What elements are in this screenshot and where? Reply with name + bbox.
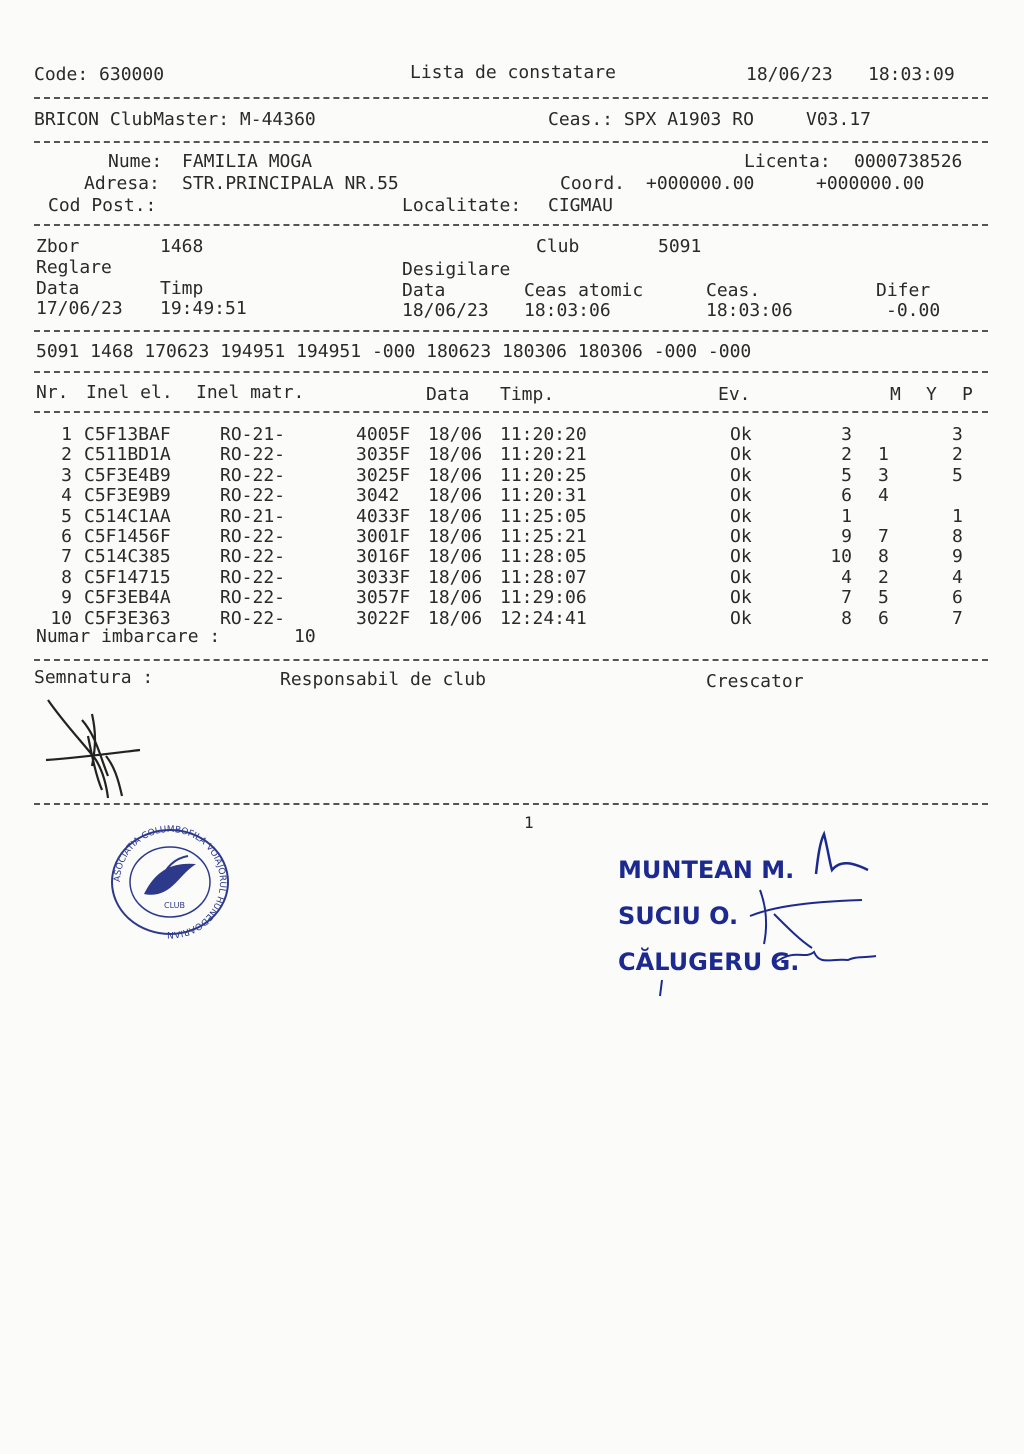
stamp-text: ASOCIATIA COLUMBOFILA VOIAJORUL HUNEDOARIAN (112, 824, 228, 940)
value-y: 1 (878, 444, 889, 466)
inel-matr-no: 3042 (356, 485, 400, 507)
separator (34, 224, 988, 226)
value-m: 4 (841, 566, 852, 588)
inel-matr: RO-22- (220, 566, 286, 588)
signature-scribble (36, 686, 146, 806)
responsible-label: Responsabil de club (280, 669, 486, 690)
arrival-date: 18/06 (428, 485, 483, 507)
value-y: 6 (878, 607, 889, 629)
license-number: 0000738526 (854, 151, 963, 172)
arrival-time: 11:20:31 (500, 485, 587, 507)
value-y: 8 (878, 546, 889, 568)
reg-date: 17/06/23 (36, 298, 123, 319)
address-label: Adresa: (84, 173, 160, 194)
inel-matr-no: 3057F (356, 587, 411, 609)
col-m: M (890, 384, 901, 405)
arrival-date: 18/06 (428, 505, 483, 527)
reglare-label: Reglare (36, 257, 112, 278)
zbor-label: Zbor (36, 236, 80, 257)
event-status: Ok (730, 587, 752, 609)
inel-el: C5F3E363 (84, 607, 171, 629)
clock-version: V03.17 (806, 109, 872, 130)
event-status: Ok (730, 424, 752, 445)
inel-el: C514C385 (84, 546, 171, 568)
header-code: Code: 630000 (34, 64, 165, 85)
inel-el: C5F3E4B9 (84, 464, 171, 486)
value-m: 3 (841, 424, 852, 445)
value-m: 6 (841, 485, 852, 507)
inel-matr: RO-22- (220, 485, 286, 507)
col-p: P (962, 384, 973, 405)
reg-time: 19:49:51 (160, 298, 247, 319)
arrival-time: 11:20:25 (500, 464, 587, 486)
header-title: Lista de constatare (410, 62, 616, 83)
row-number: 1 (61, 424, 72, 445)
handwritten-line-1: MUNTEAN M. (618, 856, 795, 884)
breeder-label: Crescator (706, 671, 804, 692)
arrival-date: 18/06 (428, 566, 483, 588)
postcode-label: Cod Post.: (48, 195, 157, 216)
inel-el: C5F3E9B9 (84, 485, 171, 507)
name-label: Nume: (108, 151, 163, 172)
coord-x: +000000.00 (646, 173, 755, 194)
row-number: 5 (61, 505, 72, 527)
header-time: 18:03:09 (868, 64, 955, 85)
club-number: 5091 (658, 236, 702, 257)
inel-matr: RO-22- (220, 464, 286, 486)
row-number: 8 (61, 566, 72, 588)
separator (34, 659, 988, 661)
value-p: 4 (952, 566, 963, 588)
code-line: 5091 1468 170623 194951 194951 -000 180623 180306 180306 -000 -000 (36, 341, 752, 362)
value-m: 5 (841, 464, 852, 486)
inel-matr-no: 3033F (356, 566, 411, 588)
page-number: 1 (524, 813, 534, 832)
col-inel-matr: Inel matr. (196, 382, 305, 403)
event-status: Ok (730, 566, 752, 588)
arrival-time: 11:28:05 (500, 546, 587, 568)
col-y: Y (926, 384, 937, 405)
arrival-time: 11:29:06 (500, 587, 587, 609)
inel-el: C511BD1A (84, 444, 171, 466)
value-m: 1 (841, 505, 852, 527)
arrival-time: 11:28:07 (500, 566, 587, 588)
value-p: 3 (952, 424, 963, 445)
des-clock: 18:03:06 (706, 300, 793, 321)
inel-matr-no: 3035F (356, 444, 411, 466)
value-y: 3 (878, 464, 889, 486)
inel-matr: RO-21- (220, 505, 286, 527)
value-m: 10 (830, 546, 852, 568)
owner-name: FAMILIA MOGA (182, 151, 313, 172)
ceas-label: Ceas. (706, 280, 761, 301)
inel-matr: RO-22- (220, 526, 286, 547)
row-number: 9 (61, 587, 72, 609)
owner-address: STR.PRINCIPALA NR.55 (182, 173, 399, 194)
value-y: 5 (878, 587, 889, 609)
value-y: 4 (878, 485, 889, 507)
separator (34, 97, 988, 99)
separator (34, 371, 988, 373)
value-p: 8 (952, 526, 963, 547)
arrival-date: 18/06 (428, 607, 483, 629)
inel-el: C5F3EB4A (84, 587, 171, 609)
des-atomic: 18:03:06 (524, 300, 611, 321)
event-status: Ok (730, 505, 752, 527)
stamp-inner: CLUB (164, 901, 185, 910)
value-m: 2 (841, 444, 852, 466)
coord-label: Coord. (560, 173, 626, 194)
data2-label: Data (402, 280, 446, 301)
value-p: 9 (952, 546, 963, 568)
header-date: 18/06/23 (746, 64, 833, 85)
col-ev: Ev. (718, 384, 751, 405)
inel-matr-no: 3016F (356, 546, 411, 568)
separator (34, 330, 988, 332)
col-nr: Nr. (36, 382, 69, 403)
difer-label: Difer (876, 280, 931, 301)
arrival-date: 18/06 (428, 444, 483, 466)
club-stamp (100, 822, 240, 942)
arrival-time: 11:25:05 (500, 505, 587, 527)
data-label: Data (36, 278, 80, 299)
event-status: Ok (730, 444, 752, 466)
arrival-time: 11:25:21 (500, 526, 587, 547)
arrival-date: 18/06 (428, 526, 483, 547)
inel-matr-no: 3022F (356, 607, 411, 629)
zbor-number: 1468 (160, 236, 204, 257)
row-number: 10 (50, 607, 72, 629)
des-date: 18/06/23 (402, 300, 489, 321)
inel-el: C5F14715 (84, 566, 171, 588)
value-m: 8 (841, 607, 852, 629)
inel-matr: RO-22- (220, 587, 286, 609)
inel-matr: RO-22- (220, 546, 286, 568)
arrival-date: 18/06 (428, 587, 483, 609)
inel-matr: RO-21- (220, 424, 286, 445)
handwritten-signatures (600, 820, 900, 1010)
desigilare-label: Desigilare (402, 259, 511, 280)
inel-matr-no: 4033F (356, 505, 411, 527)
arrival-date: 18/06 (428, 424, 483, 445)
row-number: 7 (61, 546, 72, 568)
col-timp: Timp. (500, 384, 555, 405)
ceas-atomic-label: Ceas atomic (524, 280, 644, 301)
inel-matr: RO-22- (220, 607, 286, 629)
coord-y: +000000.00 (816, 173, 925, 194)
value-p: 1 (952, 505, 963, 527)
value-m: 9 (841, 526, 852, 547)
count-value: 10 (294, 626, 316, 647)
timp-label: Timp (160, 278, 204, 299)
signature-label: Semnatura : (34, 667, 154, 688)
event-status: Ok (730, 607, 752, 629)
inel-el: C5F1456F (84, 526, 171, 547)
inel-matr-no: 4005F (356, 424, 411, 445)
arrival-date: 18/06 (428, 464, 483, 486)
locality: CIGMAU (548, 195, 614, 216)
inel-el: C514C1AA (84, 505, 171, 527)
value-p: 6 (952, 587, 963, 609)
handwritten-line-3: CĂLUGERU G. (618, 948, 800, 976)
license-label: Licenta: (744, 151, 831, 172)
row-number: 4 (61, 485, 72, 507)
separator (34, 803, 988, 805)
count-label: Numar imbarcare : (36, 626, 221, 647)
separator (34, 141, 988, 143)
col-data: Data (426, 384, 470, 405)
event-status: Ok (730, 546, 752, 568)
inel-el: C5F13BAF (84, 424, 171, 445)
value-p: 7 (952, 607, 963, 629)
separator (34, 411, 988, 413)
inel-matr-no: 3001F (356, 526, 411, 547)
club-master: BRICON ClubMaster: M-44360 (34, 109, 316, 130)
clock-model: Ceas.: SPX A1903 RO (548, 109, 754, 130)
value-y: 7 (878, 526, 889, 547)
value-y: 2 (878, 566, 889, 588)
row-number: 6 (61, 526, 72, 547)
value-p: 5 (952, 464, 963, 486)
value-p: 2 (952, 444, 963, 466)
value-m: 7 (841, 587, 852, 609)
inel-matr-no: 3025F (356, 464, 411, 486)
club-label: Club (536, 236, 580, 257)
arrival-time: 11:20:21 (500, 444, 587, 466)
row-number: 2 (61, 444, 72, 466)
locality-label: Localitate: (402, 195, 522, 216)
handwritten-line-2: SUCIU O. (618, 902, 739, 930)
arrival-date: 18/06 (428, 546, 483, 568)
inel-matr: RO-22- (220, 444, 286, 466)
arrival-time: 12:24:41 (500, 607, 587, 629)
difer-value: -0.00 (886, 300, 941, 321)
arrival-time: 11:20:20 (500, 424, 587, 445)
event-status: Ok (730, 485, 752, 507)
row-number: 3 (61, 464, 72, 486)
event-status: Ok (730, 526, 752, 547)
event-status: Ok (730, 464, 752, 486)
col-inel-el: Inel el. (86, 382, 173, 403)
